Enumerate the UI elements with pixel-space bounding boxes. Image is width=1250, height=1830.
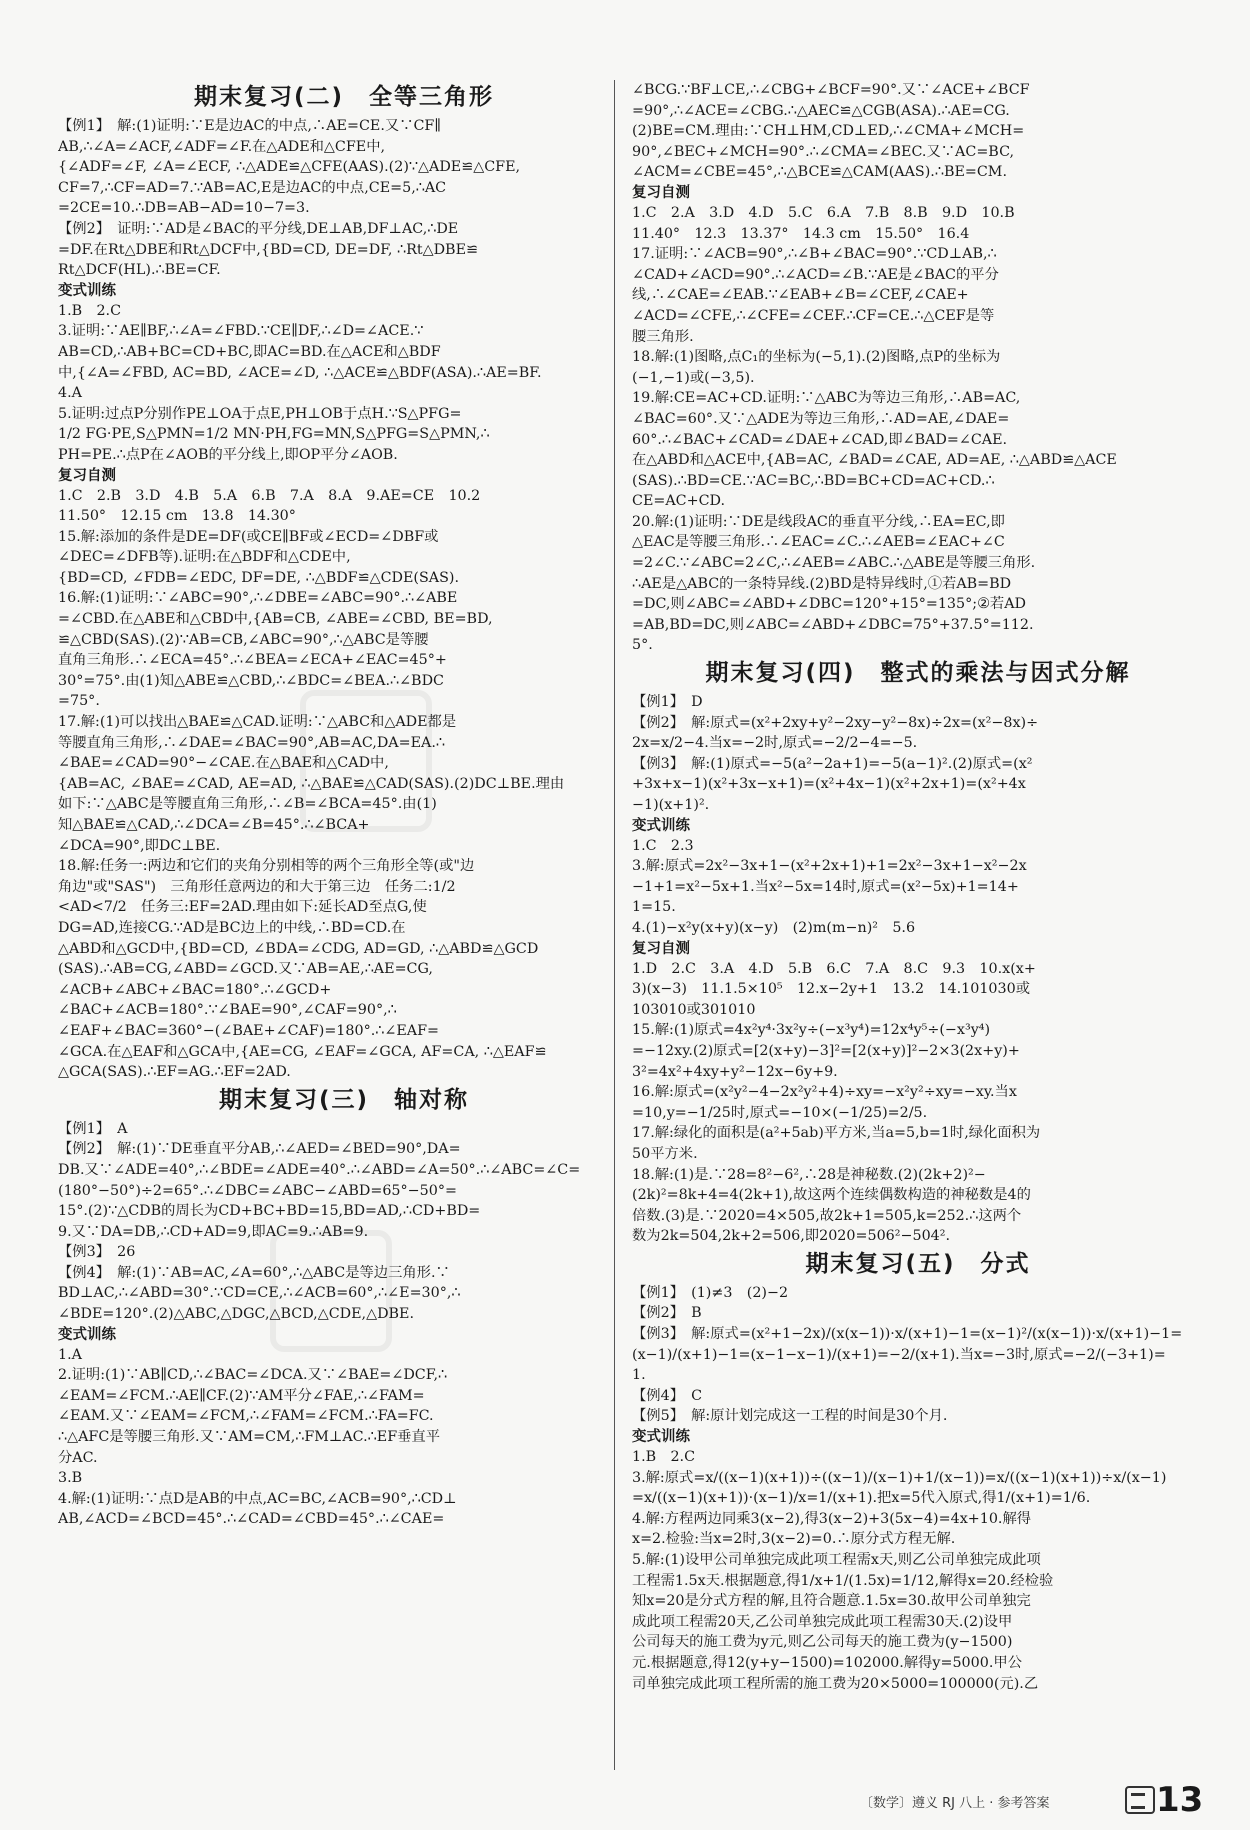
answer-line: (SAS).∴BD=CE.∵AC=BC,∴BD=BC+CD=AC+CD.∴: [632, 472, 995, 489]
answer-line: ∠DCA=90°,即DC⊥BE.: [58, 837, 221, 854]
answer-line: 17.解:绿化的面积是(a²+5ab)平方米,当a=5,b=1时,绿化面积为: [632, 1125, 1041, 1142]
answer-line: 3.证明:∵AE∥BF,∴∠A=∠FBD.∵CE∥DF,∴∠D=∠ACE.∵: [58, 323, 424, 340]
answer-line: ∠ACM=∠CBE=45°,∴△BCE≌△CAM(AAS).∴BE=CM.: [632, 164, 1007, 181]
answer-line: 1.B 2.C: [58, 302, 122, 319]
right-column: [632, 80, 1204, 1694]
answer-line: 数为2k=504,2k+2=506,即2020=506²−504².: [632, 1228, 951, 1245]
answer-line: CF=7,∴CF=AD=7.∵AB=AC,E是边AC的中点,CE=5,∴AC: [58, 179, 447, 196]
answer-line: 【例2】 证明:∵AD是∠BAC的平分线,DE⊥AB,DF⊥AC,∴DE: [58, 220, 459, 237]
subheading-self-test: 复习自测: [58, 467, 116, 484]
section-content: [632, 1447, 1204, 1694]
section-content: [58, 301, 630, 466]
answer-line: {∠ADF=∠F, ∠A=∠ECF, ∴△ADE≌△CFE(AAS).(2)∵△ADE≌△CFE,: [58, 159, 521, 176]
answer-line: 60°.∴∠BAC+∠CAD=∠DAE+∠CAD,即∠BAD=∠CAE.: [632, 431, 1008, 448]
answer-line: 【例1】 A: [58, 1120, 128, 1137]
answer-line: 【例2】 B: [632, 1305, 702, 1322]
answer-line: 15.解:添加的条件是DE=DF(或CE∥BF或∠ECD=∠DBF或: [58, 528, 439, 545]
section-title: 期末复习(三) 轴对称: [218, 1086, 470, 1113]
answer-line: =2CE=10.∴DB=AB−AD=10−7=3.: [58, 200, 310, 217]
answer-line: =75°.: [58, 693, 100, 710]
answer-line: 20.解:(1)证明:∵DE是线段AC的垂直平分线,∴EA=EC,即: [632, 513, 1005, 530]
footer-label: 〔数学〕遵义 RJ 八上 · 参考答案: [860, 1796, 1050, 1811]
answer-line: 5.证明:过点P分别作PE⊥OA于点E,PH⊥OB于点H.∵S△PFG=: [58, 405, 462, 422]
answer-line: ∠ACD=∠CFE,∴∠CFE=∠CEF.∴CF=CE.∴△CEF是等: [632, 307, 995, 324]
answer-line: 1/2 FG·PE,S△PMN=1/2 MN·PH,FG=MN,S△PFG=S△PMN,∴: [58, 426, 490, 443]
answer-line: ∠BDE=120°.(2)△ABC,△DGC,△BCD,△CDE,△DBE.: [58, 1306, 415, 1323]
section-content: [632, 203, 1204, 656]
answer-line: =∠CBD.在△ABE和△CBD中,{AB=CB, ∠ABE=∠CBD, BE=BD,: [58, 611, 493, 628]
answer-line: 4.A: [58, 385, 82, 402]
answer-line: (2k)²=8k+4=4(2k+1),故这两个连续偶数构造的神秘数是4的: [632, 1187, 1031, 1204]
answer-line: 知x=20是分式方程的解,且符合题意.1.5x=30.故甲公司单独完: [632, 1593, 1031, 1610]
answer-line: CE=AC+CD.: [632, 493, 726, 510]
answer-line: ∠EAM.又∵∠EAM=∠FCM,∴∠FAM=∠FCM.∴FA=FC.: [58, 1408, 434, 1425]
answer-line: 1.C 2.A 3.D 4.D 5.C 6.A 7.B 8.B 9.D 10.B: [632, 204, 1015, 221]
answer-line: ∠EAF+∠BAC=360°−(∠BAE+∠CAF)=180°.∴∠EAF=: [58, 1022, 440, 1039]
answer-line: 16.解:原式=(x²y²−4−2x²y²+4)÷xy=−x²y²÷xy=−xy.当x: [632, 1084, 1017, 1101]
answer-line: DG=AD,连接CG.∵AD是BC边上的中线,∴BD=CD.在: [58, 919, 406, 936]
answer-line: AB,∠ACD=∠BCD=45°.∴∠CAD=∠CBD=45°.∴∠CAE=: [58, 1511, 445, 1528]
answer-line: 11.50° 12.15 cm 13.8 14.30°: [58, 508, 296, 525]
answer-line: ∠CAD+∠ACD=90°.∴∠ACD=∠B.∵AE是∠BAC的平分: [632, 266, 999, 283]
answer-line: 18.解:(1)图略,点C₁的坐标为(−5,1).(2)图略,点P的坐标为: [632, 349, 1001, 366]
section-content: [58, 1345, 630, 1530]
answer-line: =90°,∴∠ACE=∠CBG.∴△AEC≌△CGB(ASA).∴AE=CG.: [632, 102, 1010, 119]
answer-line: 腰三角形.: [632, 328, 694, 345]
column-divider: [614, 80, 615, 1770]
answer-line: (x−1)/(x+1)−1=(x−1−x−1)/(x+1)=−2/(x+1).当x=−3时,原式=−2/(−3+1)=: [632, 1346, 1166, 1363]
answer-line: ∴△AFC是等腰三角形.又∵AM=CM,∴FM⊥AC.∴EF垂直平: [58, 1429, 441, 1446]
answer-line: 2.证明:(1)∵AB∥CD,∴∠BAC=∠DCA.又∵∠BAE=∠DCF,∴: [58, 1367, 448, 1384]
answer-line: 倍数.(3)是.∵2020=4×505,故2k+1=505,k=252.∴这两个: [632, 1207, 1022, 1224]
answer-line: =2∠C.∵∠ABC=2∠C,∴∠AEB=∠ABC.∴△ABE是等腰三角形.: [632, 555, 1036, 572]
answer-line: ≌△CBD(SAS).(2)∵AB=CB,∠ABC=90°,∴△ABC是等腰: [58, 631, 429, 648]
answer-line: 【例2】 解:(1)∵DE垂直平分AB,∴∠AED=∠BED=90°,DA=: [58, 1141, 461, 1158]
answer-line: 工程需1.5x天.根据题意,得1/x+1/(1.5x)=1/12,解得x=20.经检验: [632, 1572, 1054, 1589]
answer-line: 1.C 2.3: [632, 837, 694, 854]
answer-line: AB,∴∠A=∠ACF,∠ADF=∠F.在△ADE和△CFE中,: [58, 138, 386, 155]
answer-line: ∠BAE=∠CAD=90°−∠CAE.在△BAE和△CAD中,: [58, 755, 389, 772]
answer-line: (SAS).∴AB=CG,∠ABD=∠GCD.又∵AB=AE,∴AE=CG,: [58, 961, 433, 978]
answer-line: 【例3】 解:原式=(x²+1−2x)/(x(x−1))·x/(x+1)−1=(x−1)²/(x(x−1))·x/(x+1)−1=: [632, 1326, 1183, 1343]
answer-line: 3)(x−3) 11.1.5×10⁵ 12.x−2y+1 13.2 14.101030或: [632, 981, 1031, 998]
answer-line: AB=CD,∴AB+BC=CD+BC,即AC=BD.在△ACE和△BDF: [58, 343, 441, 360]
answer-line: 11.40° 12.3 13.37° 14.3 cm 15.50° 16.4: [632, 225, 970, 242]
answer-line: 【例3】 解:(1)原式=−5(a²−2a+1)=−5(a−1)².(2)原式=(x²: [632, 755, 1033, 772]
answer-line: 在△ABD和△ACE中,{AB=AC, ∠BAD=∠CAE, AD=AE, ∴△ABD≌△ACE: [632, 452, 1117, 469]
answer-line: 50平方米.: [632, 1145, 698, 1162]
page-footer: [860, 1780, 1204, 1820]
answer-line: 2x=x/2−4.当x=−2时,原式=−2/2−4=−5.: [632, 735, 918, 752]
subheading-self-test: 复习自测: [632, 184, 690, 201]
answer-line: 90°,∠BEC+∠MCH=90°.∴∠CMA=∠BEC.又∵AC=BC,: [632, 143, 1015, 160]
answer-line: 17.解:(1)可以找出△BAE≌△CAD.证明:∵△ABC和△ADE都是: [58, 714, 457, 731]
answer-line: 15°.(2)∵△CDB的周长为CD+BC+BD=15,BD=AD,∴CD+BD=: [58, 1203, 481, 1220]
answer-line: =AB,BD=DC,则∠ABC=∠ABD+∠DBC=75°+37.5°=112.: [632, 616, 1034, 633]
answer-line: 4.解:(1)证明:∵点D是AB的中点,AC=BC,∠ACB=90°,∴CD⊥: [58, 1490, 457, 1507]
answer-line: 成此项工程需20天,乙公司单独完成此项工程需30天.(2)设甲: [632, 1613, 1013, 1630]
section-content: [58, 116, 630, 281]
answer-line: ∠BCG.∵BF⊥CE,∴∠CBG+∠BCF=90°.又∵∠ACE+∠BCF: [632, 82, 1030, 98]
answer-line: 【例1】 解:(1)证明:∵E是边AC的中点,∴AE=CE.又∵CF∥: [58, 118, 441, 134]
answer-line: 司单独完成此项工程所需的施工费为20×5000=100000(元).乙: [632, 1675, 1039, 1692]
subheading-variant-training: 变式训练: [58, 1326, 116, 1343]
answer-line: 【例2】 解:原式=(x²+2xy+y²−2xy−y²−8x)÷2x=(x²−8x)÷: [632, 714, 1039, 731]
answer-line: 1.A: [58, 1346, 82, 1363]
answer-line: −1)(x+1)².: [632, 797, 710, 813]
answer-line: 103010或301010: [632, 1001, 756, 1018]
answer-line: △EAC是等腰三角形.∴∠EAC=∠C.∴∠AEB=∠EAC+∠C: [632, 534, 1005, 551]
answer-line: 直角三角形.∴∠ECA=45°.∴∠BEA=∠ECA+∠EAC=45°+: [58, 652, 447, 669]
section-content: [632, 692, 1204, 816]
answer-line: 元.根据题意,得12(y+y−1500)=102000.解得y=5000.甲公: [632, 1654, 1022, 1671]
answer-line: −1+1=x²−5x+1.当x²−5x=14时,原式=(x²−5x)+1=14+: [632, 878, 1019, 895]
answer-line: =DC,则∠ABC=∠ABD+∠DBC=120°+15°=135°;②若AD: [632, 596, 1026, 613]
subheading-variant-training: 变式训练: [58, 282, 116, 299]
answer-line: 【例3】 26: [58, 1244, 136, 1261]
answer-line: (2)BE=CM.理由:∵CH⊥HM,CD⊥ED,∴∠CMA+∠MCH=: [632, 123, 1025, 140]
answer-line: {BD=CD, ∠FDB=∠EDC, DF=DE, ∴△BDF≌△CDE(SAS).: [58, 569, 460, 586]
answer-line: ∴AE是△ABC的一条特异线.(2)BD是特异线时,①若AB=BD: [632, 575, 1012, 592]
answer-line: ∠ACB+∠ABC+∠BAC=180°.∴∠GCD+: [58, 981, 332, 998]
section-title: 期末复习(四) 整式的乘法与因式分解: [705, 660, 1131, 687]
answer-line: DB.又∵∠ADE=40°,∴∠BDE=∠ADE=40°.∴∠ABD=∠A=50°.∴∠ABC=∠C=: [58, 1161, 581, 1178]
subheading-self-test: 复习自测: [632, 940, 690, 957]
answer-line: 角边"或"SAS") 三角形任意两边的和大于第三边 任务二:1/2: [58, 878, 456, 895]
answer-line: +3x+x−1)(x²+3x−x+1)=(x²+4x−1)(x²+2x+1)=(x²+4x: [632, 776, 1026, 793]
answer-line: 3.B: [58, 1470, 83, 1487]
section-content: [632, 836, 1204, 939]
answer-line: =−12xy.(2)原式=[2(x+y)−3]²=[2(x+y)]²−2×3(2x+y)+: [632, 1042, 1020, 1059]
answer-line: ∠GCA.在△EAF和△GCA中,{AE=CG, ∠EAF=∠GCA, AF=CA, ∴△EAF≌: [58, 1043, 547, 1060]
answer-line: 1.: [632, 1367, 646, 1384]
answer-line: 1.D 2.C 3.A 4.D 5.B 6.C 7.A 8.C 9.3 10.x(x+: [632, 960, 1036, 977]
answer-line: =x/((x−1)(x+1))·(x−1)/x=1/(x+1).把x=5代入原式,得1/(x+1)=1/6.: [632, 1490, 1091, 1507]
answer-line: 1.C 2.B 3.D 4.B 5.A 6.B 7.A 8.A 9.AE=CE 10.2: [58, 487, 481, 504]
subheading-variant-training: 变式训练: [632, 1429, 690, 1446]
section-content: [58, 1119, 630, 1325]
answer-line: (−1,−1)或(−3,5).: [632, 369, 755, 386]
answer-line: 16.解:(1)证明:∵∠ABC=90°,∴∠DBE=∠ABC=90°.∴∠ABE: [58, 590, 458, 607]
subheading-variant-training: 变式训练: [632, 817, 690, 834]
answer-line: 3²=4x²+4xy+y²−12x−6y+9.: [632, 1063, 838, 1080]
answer-line: BD⊥AC,∴∠ABD=30°.∵CD=CE,∴∠ACB=60°,∴∠E=30°,∴: [58, 1285, 461, 1302]
answer-line: 【例5】 解:原计划完成这一工程的时间是30个月.: [632, 1408, 948, 1425]
section-content: [632, 1283, 1204, 1427]
left-column: [58, 80, 630, 1530]
answer-line: 【例1】 D: [632, 694, 703, 711]
answer-line: <AD<7/2 任务三:EF=2AD.理由如下:延长AD至点G,使: [58, 899, 427, 916]
answer-line: x=2.检验:当x=2时,3(x−2)=0.∴原分式方程无解.: [632, 1531, 956, 1548]
answer-line: 知△BAE≌△CAD,∴∠DCA=∠B=45°.∴∠BCA+: [58, 817, 370, 833]
answer-line: (180°−50°)÷2=65°.∴∠DBC=∠ABC−∠ABD=65°−50°=: [58, 1182, 457, 1199]
answer-line: 15.解:(1)原式=4x²y⁴·3x²y÷(−x³y⁴)=12x⁴y⁵÷(−x³y⁴): [632, 1022, 991, 1039]
answer-line: =DF.在Rt△DBE和Rt△DCF中,{BD=CD, DE=DF, ∴Rt△DBE≌: [58, 241, 478, 258]
section-content: [632, 80, 1204, 183]
answer-line: =10,y=−1/25时,原式=−10×(−1/25)=2/5.: [632, 1104, 928, 1121]
answer-line: 【例4】 C: [632, 1387, 703, 1404]
answer-line: 18.解:(1)是.∵28=8²−6²,∴28是神秘数.(2)(2k+2)²−: [632, 1166, 986, 1183]
answer-line: 等腰直角三角形,∴∠DAE=∠BAC=90°,AB=AC,DA=EA.∴: [58, 734, 445, 751]
answer-line: Rt△DCF(HL).∴BE=CF.: [58, 262, 221, 279]
section-content: [58, 486, 630, 1083]
answer-line: {AB=AC, ∠BAE=∠CAD, AE=AD, ∴△BAE≌△CAD(SAS).(2)DC⊥BE.理由: [58, 775, 565, 792]
answer-line: ∠BAC=60°.又∵△ADE为等边三角形,∴AD=AE,∠DAE=: [632, 410, 1010, 427]
answer-line: ∠DEC=∠DFB等).证明:在△BDF和△CDE中,: [58, 549, 351, 566]
answer-line: 5°.: [632, 637, 653, 654]
answer-line: 线,∴∠CAE=∠EAB.∵∠EAB+∠B=∠CEF,∠CAE+: [632, 287, 969, 304]
answer-line: 17.证明:∵∠ACB=90°,∴∠B+∠BAC=90°.∵CD⊥AB,∴: [632, 246, 997, 263]
answer-line: 3.解:原式=x/((x−1)(x+1))÷((x−1)/(x−1)+1/(x−1))=x/((x−1)(x+1))÷x/(x−1): [632, 1469, 1167, 1486]
publisher-logo-icon: [1125, 1786, 1155, 1814]
section-title: 期末复习(五) 分式: [805, 1250, 1031, 1277]
answer-line: 【例4】 解:(1)∵AB=AC,∠A=60°,∴△ABC是等边三角形.∵: [58, 1264, 450, 1281]
answer-line: 3.解:原式=2x²−3x+1−(x²+2x+1)+1=2x²−3x+1−x²−2x: [632, 858, 1027, 875]
answer-line: PH=PE.∴点P在∠AOB的平分线上,即OP平分∠AOB.: [58, 446, 398, 463]
answer-line: 【例1】 (1)≠3 (2)−2: [632, 1284, 789, 1301]
answer-line: △ABD和△GCD中,{BD=CD, ∠BDA=∠CDG, AD=GD, ∴△ABD≌△GCD: [58, 940, 539, 957]
answer-line: 5.解:(1)设甲公司单独完成此项工程需x天,则乙公司单独完成此项: [632, 1552, 1041, 1568]
answer-line: 1=15.: [632, 899, 676, 916]
answer-line: 18.解:任务一:两边和它们的夹角分别相等的两个三角形全等(或"边: [58, 858, 475, 875]
answer-line: 9.又∵DA=DB,∴CD+AD=9,即AC=9.∴AB=9.: [58, 1223, 369, 1240]
answer-line: 1.B 2.C: [632, 1449, 696, 1466]
answer-line: 4.解:方程两边同乘3(x−2),得3(x−2)+3(5x−4)=4x+10.解得: [632, 1510, 1032, 1527]
answer-line: 分AC.: [58, 1449, 98, 1466]
answer-line: 中,{∠A=∠FBD, AC=BD, ∠ACE=∠D, ∴△ACE≌△BDF(ASA).∴AE=BF.: [58, 364, 542, 381]
answer-line: 19.解:CE=AC+CD.证明:∵△ABC为等边三角形,∴AB=AC,: [632, 390, 1021, 407]
section-title: 期末复习(二) 全等三角形: [193, 84, 495, 110]
answer-line: ∠EAM=∠FCM.∴AE∥CF.(2)∵AM平分∠FAE,∴∠FAM=: [58, 1387, 425, 1404]
page-number: 13: [1156, 1780, 1204, 1820]
answer-line: △GCA(SAS).∴EF=AG.∴EF=2AD.: [58, 1064, 291, 1081]
answer-line: 30°=75°.由(1)知△ABE≌△CBD,∴∠BDC=∠BEA.∴∠BDC: [58, 672, 444, 689]
answer-line: 公司每天的施工费为y元,则乙公司每天的施工费为(y−1500): [632, 1634, 1013, 1651]
section-content: [632, 959, 1204, 1247]
answer-line: 4.(1)−x²y(x+y)(x−y) (2)m(m−n)² 5.6: [632, 919, 916, 936]
answer-line: 如下:∵△ABC是等腰直角三角形,∴∠B=∠BCA=45°.由(1): [58, 796, 437, 813]
answer-line: ∠BAC+∠ACB=180°.∵∠BAE=90°,∠CAF=90°,∴: [58, 1002, 397, 1019]
